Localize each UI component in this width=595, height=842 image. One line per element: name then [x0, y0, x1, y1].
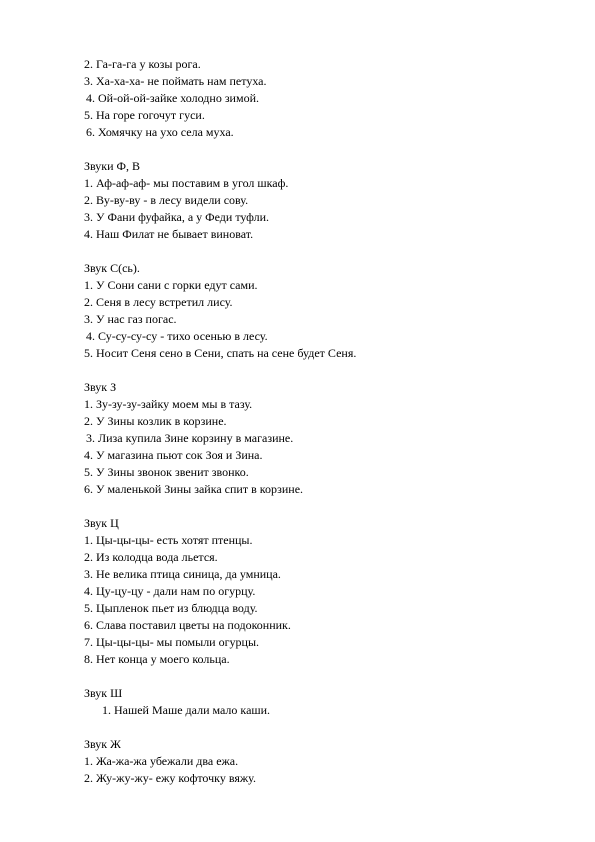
- list-item: 3. Не велика птица синица, да умница.: [84, 567, 281, 581]
- section-heading: Звуки Ф, В: [84, 159, 141, 173]
- list-item: 1. Аф-аф-аф- мы поставим в угол шкаф.: [84, 176, 289, 190]
- paragraph-spacer: [84, 498, 564, 515]
- list-item: 6. Слава поставил цветы на подоконник.: [84, 618, 291, 632]
- section-heading: Звук Ц: [84, 516, 119, 530]
- paragraph-spacer: [84, 243, 564, 260]
- list-item: 3. Ха-ха-ха- не поймать нам петуха.: [84, 74, 267, 88]
- list-item: 2. Га-га-га у козы рога.: [84, 57, 201, 71]
- paragraph-spacer: [84, 668, 564, 685]
- paragraph-spacer: [84, 141, 564, 158]
- list-item: 6. У маленькой Зины зайка спит в корзине.: [84, 482, 304, 496]
- paragraph-spacer: [84, 719, 564, 736]
- list-item: 3. У нас газ погас.: [84, 312, 177, 326]
- list-item: 6. Хомячку на ухо села муха.: [86, 125, 234, 139]
- paragraph-spacer: [84, 362, 564, 379]
- list-item: 5. На горе гогочут гуси.: [84, 108, 205, 122]
- section-heading: Звук Ш: [84, 686, 123, 700]
- list-item: 4. У магазина пьют сок Зоя и Зина.: [84, 448, 263, 462]
- list-item: 4. Су-су-су-су - тихо осенью в лесу.: [86, 329, 268, 343]
- list-item: 5. У Зины звонок звенит звонко.: [84, 465, 249, 479]
- list-item: 2. У Зины козлик в корзине.: [84, 414, 227, 428]
- list-item: 4. Цу-цу-цу - дали нам по огурцу.: [84, 584, 256, 598]
- list-item: 5. Цыпленок пьет из блюдца воду.: [84, 601, 258, 615]
- list-item: 1. Цы-цы-цы- есть хотят птенцы.: [84, 533, 253, 547]
- list-item: 3. У Фани фуфайка, а у Феди туфли.: [84, 210, 269, 224]
- list-item: 2. Из колодца вода льется.: [84, 550, 218, 564]
- list-item: 2. Сеня в лесу встретил лису.: [84, 295, 233, 309]
- list-item: 7. Цы-цы-цы- мы помыли огурцы.: [84, 635, 260, 649]
- section-heading: Звук С(сь).: [84, 261, 140, 275]
- section-heading: Звук Ж: [84, 737, 121, 751]
- list-item: 1. Зу-зу-зу-зайку моем мы в тазу.: [84, 397, 253, 411]
- document-body: [84, 56, 564, 787]
- list-item: 3. Лиза купила Зине корзину в магазине.: [86, 431, 294, 445]
- list-item: 1. Нашей Маше дали мало каши.: [102, 703, 271, 717]
- section-heading: Звук З: [84, 380, 117, 394]
- list-item: 4. Наш Филат не бывает виноват.: [84, 227, 254, 241]
- list-item: 1. У Сони сани с горки едут сами.: [84, 278, 258, 292]
- list-item: 2. Жу-жу-жу- ежу кофточку вяжу.: [84, 771, 256, 785]
- list-item: 4. Ой-ой-ой-зайке холодно зимой.: [86, 91, 259, 105]
- list-item: 1. Жа-жа-жа убежали два ежа.: [84, 754, 239, 768]
- list-item: 2. Ву-ву-ву - в лесу видели сову.: [84, 193, 249, 207]
- list-item: 5. Носит Сеня сено в Сени, спать на сене будет Сеня.: [84, 346, 357, 360]
- list-item: 8. Нет конца у моего кольца.: [84, 652, 230, 666]
